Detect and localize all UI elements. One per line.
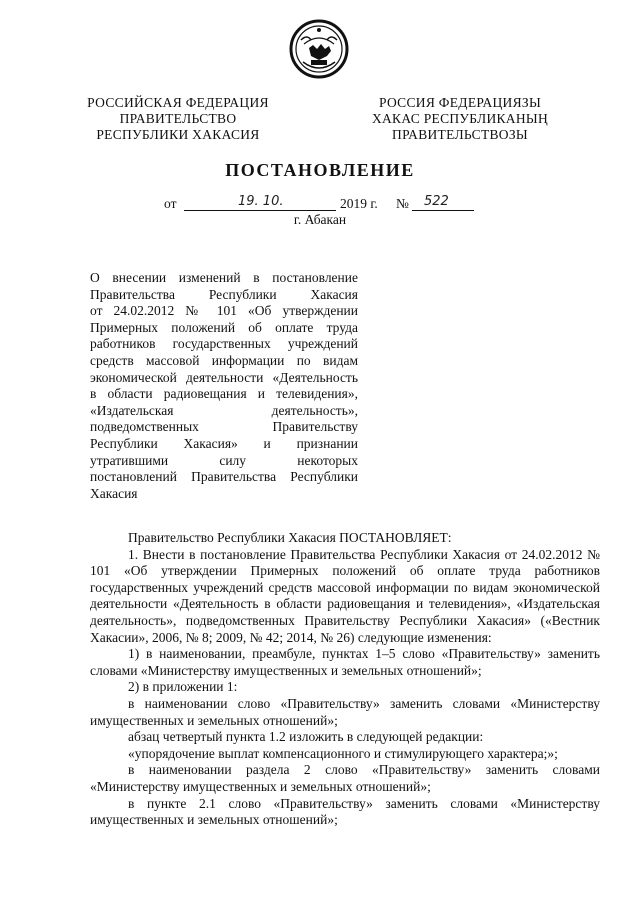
subject-block [90,270,358,502]
body-paragraph: абзац четвертый пункта 1.2 изложить в следующей редакции: [128,729,484,745]
subject-line: утратившими силу некоторых [90,452,358,468]
body-paragraph: в наименовании слово «Правительству» заменить словами «Министерству имущественных и земельных отношений»; [90,695,600,728]
city-label: г. Абакан [293,212,347,227]
subject-line: Республики Хакасия» и признании [90,435,358,451]
body-paragraph: в наименовании раздела 2 слово «Правительству» заменить словами «Министерству имущественных и земельных отношений»; [90,762,600,794]
subject-line: от 24.02.2012 № 101 «Об утверждении [90,303,358,319]
header-right-line: ПРАВИТЕЛЬСТВОЗЫ [392,127,528,142]
header-left-line: РОССИЙСКАЯ ФЕДЕРАЦИЯ [87,95,269,110]
subject-line: экономической деятельности «Деятельность [90,369,358,385]
subject-line: в области радиовещания и телевидения», [90,386,358,402]
body-paragraph: 2) в приложении 1: [128,679,238,695]
subject-line: О внесении изменений в постановление [90,270,358,285]
header-right-line: ХАКАС РЕСПУБЛИКАНЫҢ [371,111,549,126]
subject-line: подведомственных Правительству [90,419,358,435]
date-prefix: от [164,196,177,211]
coat-of-arms-emblem [289,18,349,80]
body-paragraph: Правительство Республики Хакасия ПОСТАНОВЛЯЕТ: [128,530,452,545]
subject-line: работников государственных учреждений [90,336,358,352]
subject-line: Хакасия [90,485,138,501]
header-right-line: РОССИЯ ФЕДЕРАЦИЯЗЫ [378,95,542,110]
body-paragraph: «упорядочение выплат компенсационного и стимулирующего характера;»; [128,745,558,761]
subject-line: постановлений Правительства Республики [90,469,358,485]
number-sign: № [396,196,409,211]
year-label: 2019 г. [340,196,378,211]
body-paragraph: 1) в наименовании, преамбуле, пунктах 1–5 слово «Правительству» заменить словами «Министерству имущественных и земельных отношений»; [90,646,600,678]
header-left-block [78,95,278,143]
body-paragraph: 1. Внести в постановление Правительства Республики Хакасия от 24.02.2012 № 101 «Об утверждении Примерных положений об оплате труда работников государственных учреждений средств массовой информации по видам экономической деятельности «Деятельность в области радиовещания и телевидения», «Издательская деятельность», подведомственных Правительству Республики Хакасия» («Вестник Хакасии», 2006, № 8; 2009, № 42; 2014, № 26) следующие изменения: [90,546,600,645]
document-title: ПОСТАНОВЛЕНИЕ [225,160,415,180]
header-left-line: РЕСПУБЛИКИ ХАКАСИЯ [96,127,260,142]
handwritten-number: 522 [424,194,449,209]
subject-line: Примерных положений об оплате труда [90,319,358,335]
subject-line: «Издательская деятельность», [90,402,358,418]
handwritten-date: 19. 10. [238,194,284,209]
header-left-line: ПРАВИТЕЛЬСТВО [119,111,237,126]
subject-line: средств массовой информации по видам [90,352,358,368]
subject-line: Правительства Республики Хакасия [90,286,358,302]
document-body [90,530,600,829]
body-paragraph: в пункте 2.1 слово «Правительству» заменить словами «Министерству имущественных и земельных отношений»; [90,795,600,828]
header-right-block [360,95,560,143]
